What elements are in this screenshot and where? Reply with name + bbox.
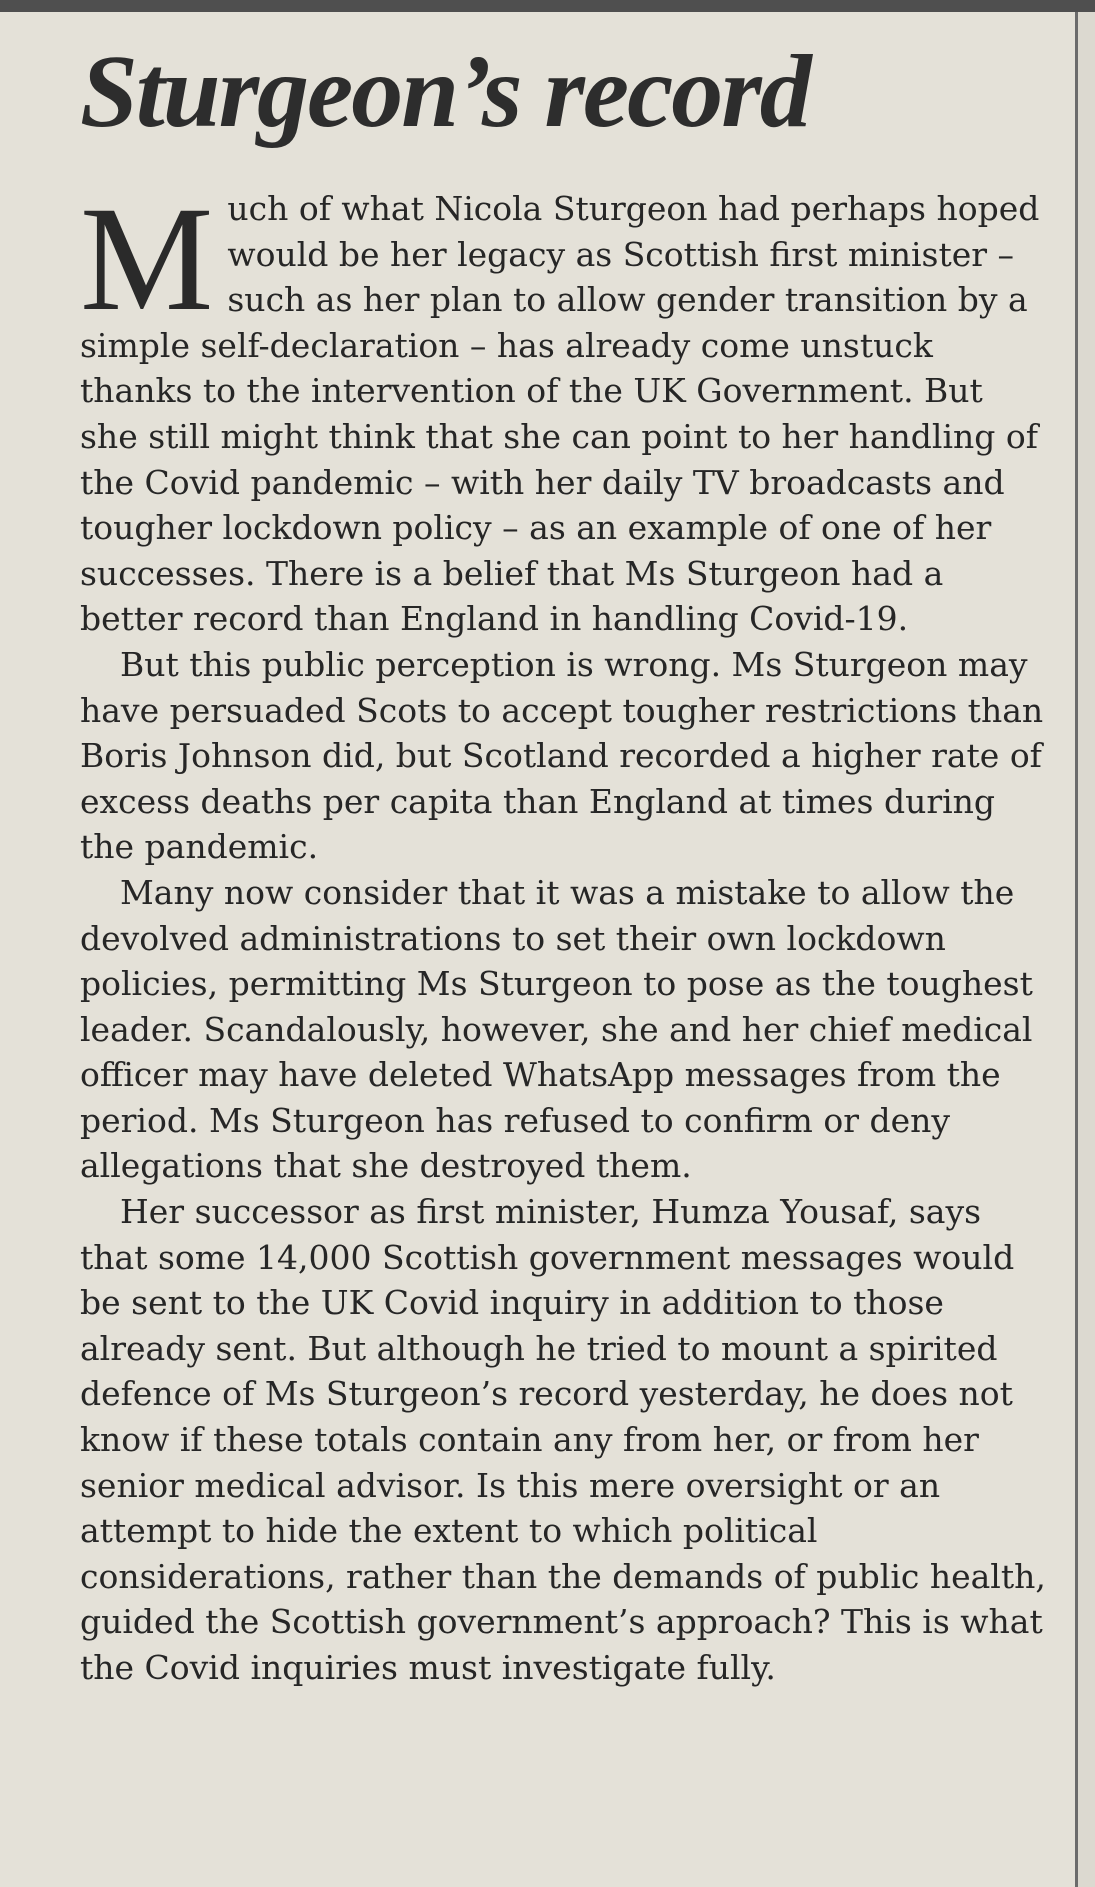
paragraph-4: Her successor as first minister, Humza Yousaf, says that some 14,000 Scottish government messages would be sent to the UK Covid inquiry in addition to those already sent. But although he tried to mount a spirited defence of Ms Sturgeon’s record yesterday, he does not know if these totals contain any from her, or from her senior medical advisor. Is this mere oversight or an attempt to hide the extent to which political considerations, rather than the demands of public health, guided the Scottish government’s approach? This is what the Covid inquiries must investigate fully. bbox=[80, 1192, 1046, 1687]
paragraph-3: Many now consider that it was a mistake to allow the devolved administrations to set their own lockdown policies, permitting Ms Sturgeon to pose as the toughest leader. Scandalously, however, she and her chief medical officer may have deleted WhatsApp messages from the period. Ms Sturgeon has refused to confirm or deny allegations that she destroyed them. bbox=[80, 872, 1033, 1186]
paragraph-2: But this public perception is wrong. Ms Sturgeon may have persuaded Scots to accept tougher restrictions than Boris Johnson did, but Scotland recorded a higher rate of excess deaths per capita than England at times during the pandemic. bbox=[80, 644, 1044, 867]
paragraph-1 bbox=[80, 176, 1050, 642]
paragraph-1-text: uch of what Nicola Sturgeon had perhaps hoped would be her legacy as Scottish first minister – such as her plan to allow gender transition by a simple self-declaration – has already come unstuck thanks to the intervention of the UK Government. But she still might think that she can point to her handling of the Covid pandemic – with her daily TV broadcasts and tougher lockdown policy – as an example of one of her successes. There is a belief that Ms Sturgeon had a better record than England in handling Covid-19. bbox=[80, 189, 1040, 639]
newspaper-clipping bbox=[0, 12, 1075, 1887]
article-body bbox=[80, 176, 1050, 1691]
drop-cap: M bbox=[80, 176, 214, 342]
adjacent-column-edge bbox=[1078, 12, 1095, 1887]
headline: Sturgeon’s record bbox=[80, 34, 810, 149]
top-edge-strip bbox=[0, 0, 1095, 12]
